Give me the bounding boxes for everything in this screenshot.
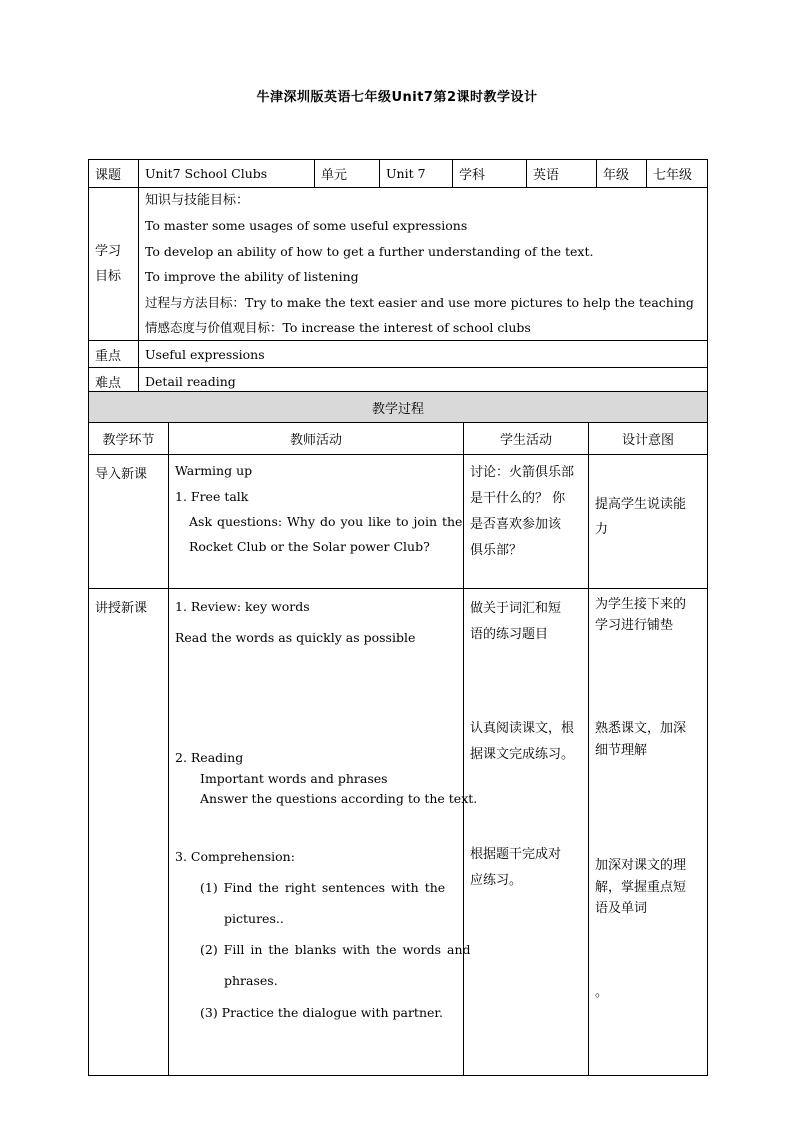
student-line: 认真阅读课文，根 bbox=[470, 721, 575, 736]
teacher-line: 1. Review: key words bbox=[175, 599, 310, 614]
teacher-line: Answer the questions according to the text. bbox=[200, 791, 478, 806]
intent-line: 熟悉课文，加深 bbox=[595, 721, 687, 736]
column-header: 教学环节 bbox=[89, 423, 169, 455]
teacher-line: (1) Find the right sentences with the bbox=[200, 880, 446, 895]
info-table bbox=[88, 159, 708, 395]
teacher-line: (2) Fill in the blanks with the words and bbox=[200, 942, 471, 957]
goal-line: To improve the ability of listening bbox=[145, 269, 359, 285]
teacher-line: Read the words as quickly as possible bbox=[175, 630, 416, 645]
subject-value: 英语 bbox=[527, 160, 597, 188]
key-point-row bbox=[89, 341, 708, 368]
teacher-line: pictures.. bbox=[224, 911, 284, 926]
goals-label-line1: 学习 bbox=[95, 244, 122, 260]
intent-line: 提高学生说读能 bbox=[595, 497, 687, 512]
intent-line: 学习进行铺垫 bbox=[595, 618, 674, 633]
goal-line: 知识与技能目标： bbox=[145, 193, 250, 208]
teacher-line: phrases. bbox=[224, 973, 278, 988]
intro-student bbox=[464, 455, 589, 589]
student-line: 俱乐部？ bbox=[470, 543, 523, 558]
new-stage: 讲授新课 bbox=[89, 589, 169, 1076]
topic-value: Unit7 School Clubs bbox=[139, 160, 315, 188]
new-teacher bbox=[169, 589, 478, 1076]
goal-line: To master some usages of some useful expressions bbox=[145, 218, 468, 234]
goal-line: 过程与方法目标：Try to make the text easier and use more pictures to help the teaching bbox=[145, 294, 694, 310]
topic-label: 课题 bbox=[89, 160, 139, 188]
intent-line: 加深对课文的理 bbox=[595, 858, 687, 873]
new-student bbox=[464, 589, 589, 1076]
teacher-line: 1. Free talk bbox=[175, 489, 249, 504]
student-line: 是否喜欢参加该 bbox=[470, 517, 562, 532]
column-header-row bbox=[89, 423, 708, 455]
goals-label bbox=[89, 188, 139, 341]
student-line: 是干什么的？ 你 bbox=[470, 491, 566, 506]
teacher-line: Ask questions: Why do you like to join the bbox=[189, 514, 463, 529]
process-table bbox=[88, 391, 708, 1076]
unit-label: 单元 bbox=[315, 160, 380, 188]
intro-stage: 导入新课 bbox=[89, 455, 169, 589]
intro-teacher bbox=[169, 455, 464, 589]
key-point-label: 重点 bbox=[89, 341, 139, 368]
teacher-line: 2. Reading bbox=[175, 750, 244, 765]
info-row bbox=[89, 160, 708, 188]
grade-value: 七年级 bbox=[647, 160, 708, 188]
goal-line: 情感态度与价值观目标：To increase the interest of school clubs bbox=[145, 319, 531, 335]
teacher-line: Rocket Club or the Solar power Club? bbox=[189, 539, 430, 554]
difficulty-value: Detail reading bbox=[139, 368, 708, 395]
goals-label-line2: 目标 bbox=[95, 269, 122, 285]
grade-label: 年级 bbox=[597, 160, 647, 188]
intent-line: 细节理解 bbox=[595, 743, 648, 758]
column-header: 学生活动 bbox=[464, 423, 589, 455]
new-lesson-row bbox=[89, 589, 708, 1076]
intro-row bbox=[89, 455, 708, 589]
intent-line: 为学生接下来的 bbox=[595, 597, 687, 612]
student-line: 据课文完成练习。 bbox=[470, 747, 575, 762]
goals-content bbox=[139, 188, 708, 341]
subject-label: 学科 bbox=[453, 160, 527, 188]
teacher-line: Important words and phrases bbox=[200, 771, 388, 786]
page-title: 牛津深圳版英语七年级Unit7第2课时教学设计 bbox=[256, 90, 538, 105]
process-header-row bbox=[89, 392, 708, 423]
teacher-line: Warming up bbox=[175, 463, 253, 478]
intro-intent bbox=[589, 455, 708, 589]
teacher-line: 3. Comprehension: bbox=[175, 849, 295, 864]
intent-line: 解，掌握重点短 bbox=[595, 880, 687, 895]
difficulty-label: 难点 bbox=[89, 368, 139, 395]
column-header: 教师活动 bbox=[169, 423, 464, 455]
student-line: 应练习。 bbox=[470, 873, 523, 888]
student-line: 讨论：火箭俱乐部 bbox=[470, 465, 575, 480]
intent-line: 力 bbox=[595, 522, 609, 537]
key-point-value: Useful expressions bbox=[139, 341, 708, 368]
process-header: 教学过程 bbox=[89, 392, 708, 423]
unit-value: Unit 7 bbox=[380, 160, 453, 188]
teacher-line: (3) Practice the dialogue with partner. bbox=[200, 1005, 443, 1020]
new-intent bbox=[589, 589, 708, 1076]
student-line: 做关于词汇和短 bbox=[470, 601, 562, 616]
goal-line: To develop an ability of how to get a further understanding of the text. bbox=[145, 243, 594, 259]
goals-row bbox=[89, 188, 708, 341]
student-line: 语的练习题目 bbox=[470, 627, 549, 642]
intent-line: 语及单词 bbox=[595, 901, 648, 916]
student-line: 根据题干完成对 bbox=[470, 847, 562, 862]
column-header: 设计意图 bbox=[589, 423, 708, 455]
intent-line: 。 bbox=[595, 985, 609, 1000]
